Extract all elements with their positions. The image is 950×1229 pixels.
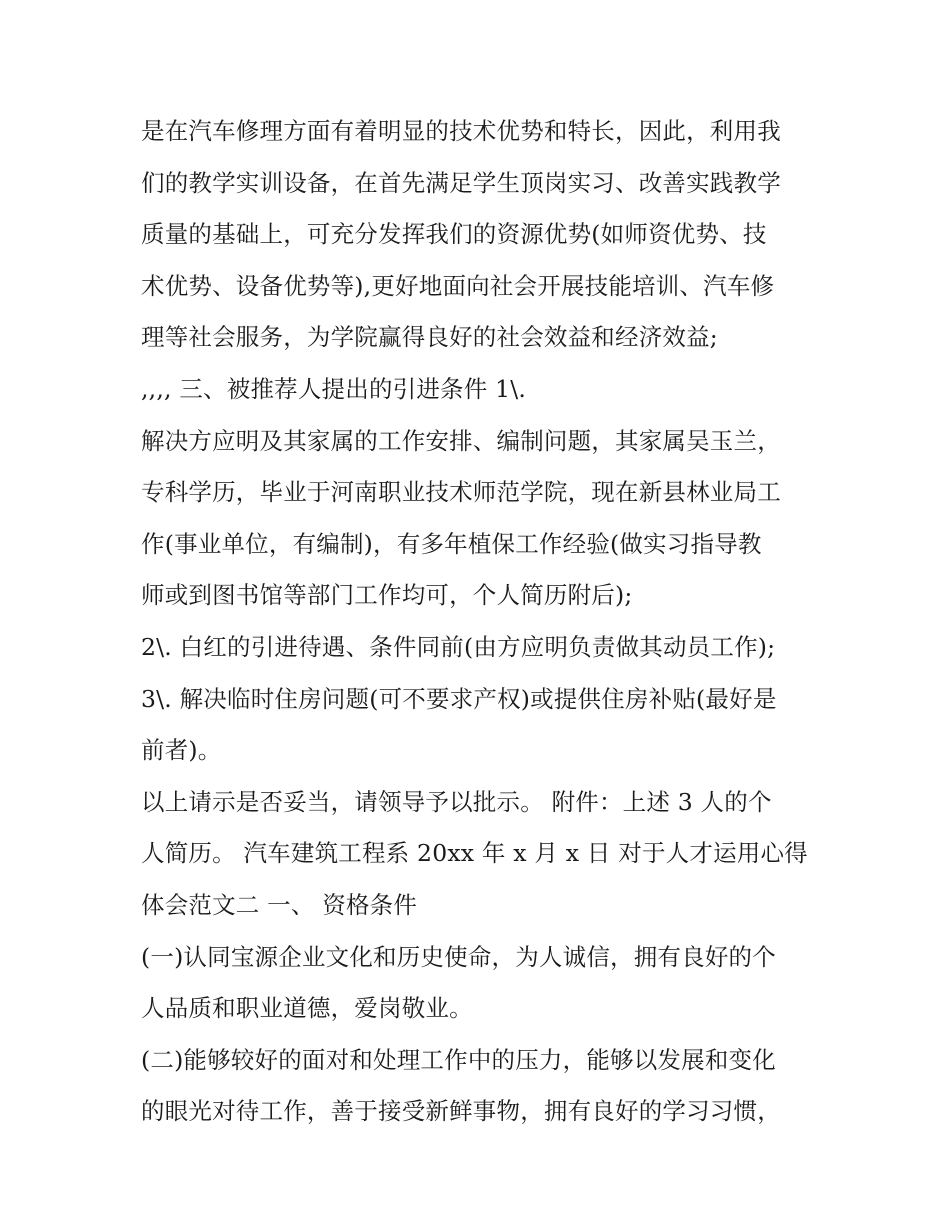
text-line: 以上请示是否妥当，请领导予以批示。 附件：上述 3 人的个	[141, 787, 772, 816]
text-line: 人简历。 汽车建筑工程系 20xx 年 x 月 x 日 对于人才运用心得	[141, 839, 808, 868]
section-heading: ,,,, 三、被推荐人提出的引进条件 1\.	[141, 374, 527, 403]
text-line: 作(事业单位，有编制)，有多年植保工作经验(做实习指导教	[141, 529, 762, 558]
text-line: 理等社会服务，为学院赢得良好的社会效益和经济效益;	[141, 323, 718, 352]
text-line: 专科学历，毕业于河南职业技术师范学院，现在新县林业局工	[141, 478, 781, 507]
text-line: (二)能够较好的面对和处理工作中的压力，能够以发展和变化	[141, 1045, 776, 1074]
text-line: 师或到图书馆等部门工作均可，个人简历附后);	[141, 581, 633, 610]
text-line: 人品质和职业道德，爱岗敬业。	[141, 994, 473, 1023]
text-line: 的眼光对待工作，善于接受新鲜事物，拥有良好的学习习惯，	[141, 1097, 781, 1126]
text-line: 前者)。	[141, 736, 222, 765]
text-line: 2\. 白红的引进待遇、条件同前(由方应明负责做其动员工作);	[141, 632, 776, 661]
text-line: 质量的基础上，可充分发挥我们的资源优势(如师资优势、技	[141, 220, 767, 249]
text-line: (一)认同宝源企业文化和历史使命，为人诚信，拥有良好的个	[141, 942, 776, 971]
text-line: 们的教学实训设备，在首先满足学生顶岗实习、改善实践教学	[141, 168, 781, 197]
document-body	[141, 106, 821, 1138]
text-line: 体会范文二 一、 资格条件	[141, 890, 418, 919]
text-line: 是在汽车修理方面有着明显的技术优势和特长，因此，利用我	[141, 117, 781, 145]
text-line: 3\. 解决临时住房问题(可不要求产权)或提供住房补贴(最好是	[141, 684, 777, 713]
text-line: 术优势、设备优势等),更好地面向社会开展技能培训、汽车修	[141, 271, 775, 300]
text-line: 解决方应明及其家属的工作安排、编制问题，其家属吴玉兰，	[141, 426, 781, 455]
